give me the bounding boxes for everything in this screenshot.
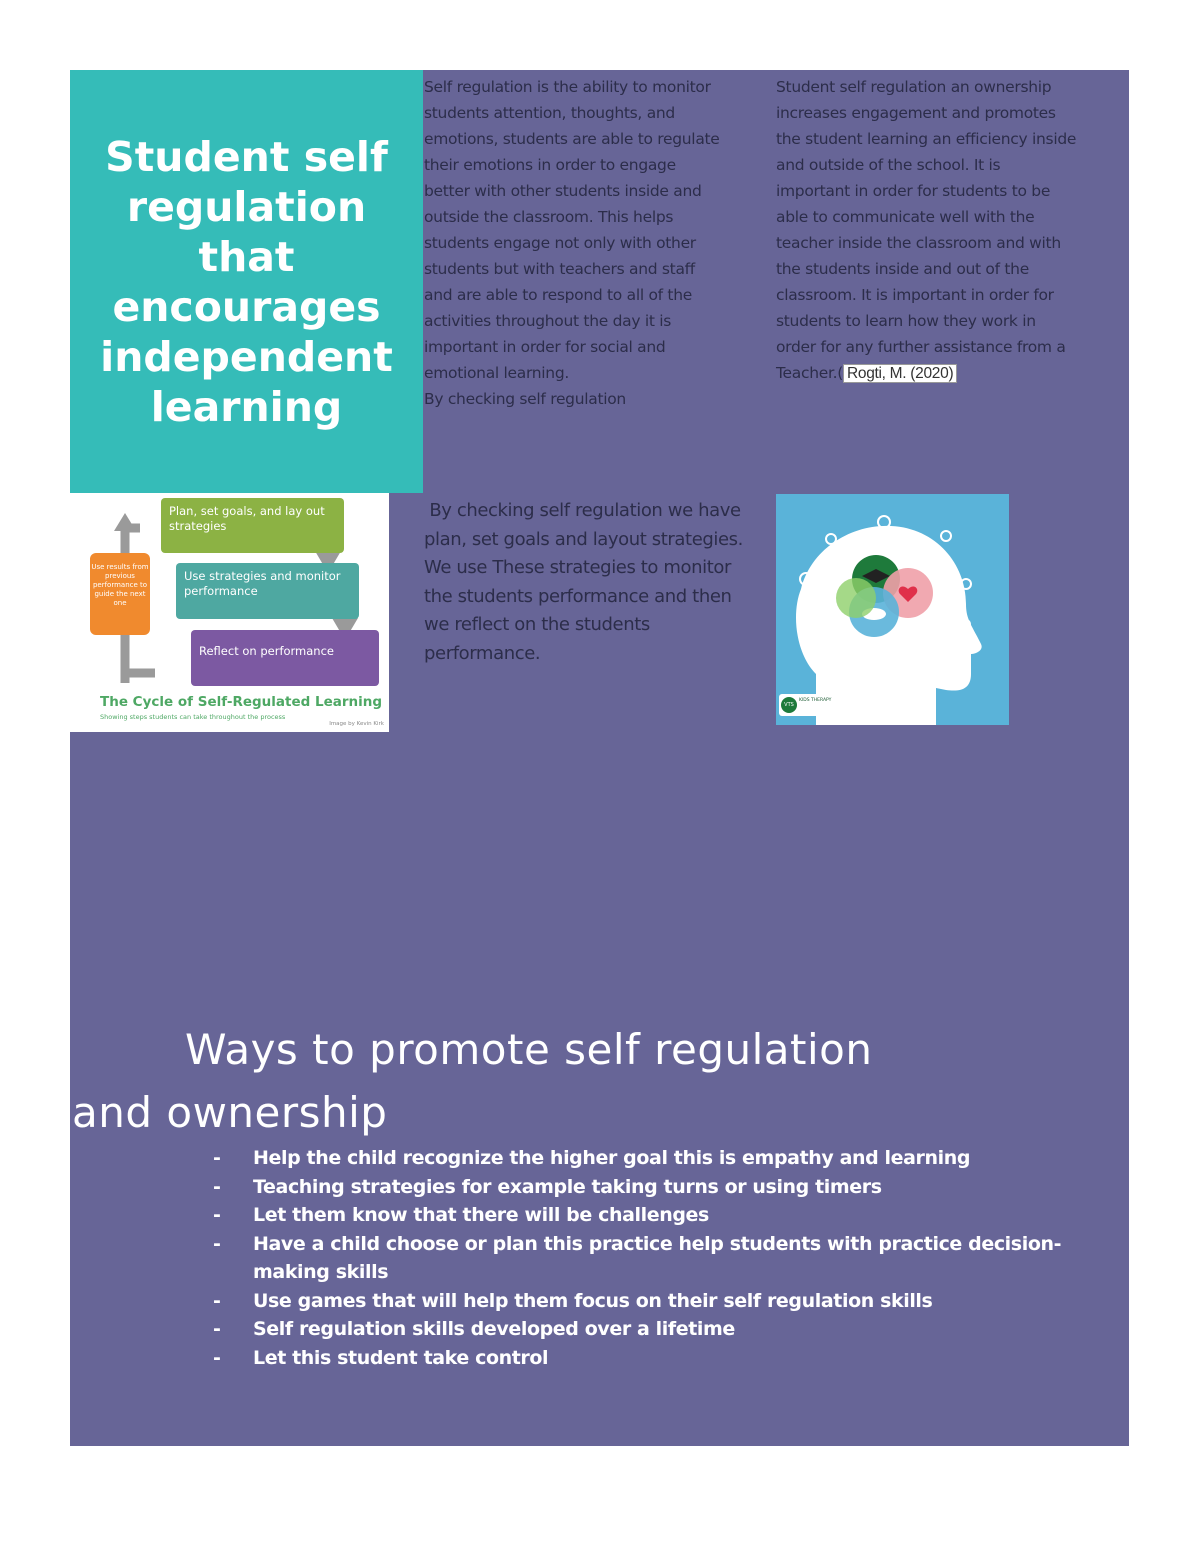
title-box	[70, 70, 423, 493]
child-head-icon	[776, 494, 1009, 725]
logo	[779, 694, 834, 716]
list-item-text: Let them know that there will be challenges	[253, 1204, 709, 1226]
bullet: -	[213, 1204, 221, 1226]
cycle-credit: Image by Kevin Kirk	[329, 721, 384, 727]
ways-heading-line1: Ways to promote self regulation	[185, 1025, 873, 1074]
bullet: -	[213, 1175, 221, 1198]
list-item-text: Teaching strategies for example taking turns or using timers	[253, 1175, 882, 1198]
list-item	[213, 1315, 1113, 1344]
bullet: -	[213, 1289, 221, 1312]
cycle-diagram-image	[70, 493, 389, 732]
list-item-text: Help the child recognize the higher goal this is empathy and learning	[253, 1147, 971, 1169]
intro-column-right-text: Student self regulation an ownership increases engagement and promotes the student learning an efficiency inside and outside of the school. It is important in order for students to be able to communicate well with the teacher inside the classroom and with the students inside and out of the classroom. It is important in order for students to learn how they work in order for any further assistance from a Teacher.(	[776, 78, 1077, 382]
logo-text: KIDS THERAPY	[799, 698, 832, 703]
list-item	[213, 1344, 1113, 1373]
bullet: -	[213, 1147, 221, 1169]
list-item	[213, 1173, 1113, 1202]
ways-list	[213, 1144, 1113, 1372]
up-arrow-icon	[114, 513, 136, 531]
intro-column-left: Self regulation is the ability to monitor students attention, thoughts, and emotions, students are able to regulate their emotions in order to engage better with other students inside and outside the classroom. This helps students engage not only with other students but with teachers and staff and are able to respond to all of the activities throughout the day it is important in order for social and emotional learning. By checking self regulation	[424, 78, 720, 408]
logo-badge: VTS	[781, 697, 797, 713]
head-illustration-image	[776, 494, 1009, 725]
middle-text: By checking self regulation we have plan, set goals and layout strategies. We use These strategies to monitor the students performance and then we reflect on the students performance.	[424, 500, 743, 664]
flower-icon	[836, 578, 876, 618]
page-title: Student self regulation that encourages independent learning	[100, 132, 393, 431]
cycle-subtitle: Showing steps students can take throughout the process	[100, 713, 286, 721]
list-item-text: Have a child choose or plan this practice help students with practice decision-making skills	[253, 1232, 1062, 1283]
intro-column-right	[776, 74, 1128, 387]
list-item	[213, 1201, 1113, 1230]
cycle-title: The Cycle of Self-Regulated Learning	[100, 694, 383, 710]
list-item	[213, 1144, 1113, 1173]
list-item	[213, 1287, 1113, 1316]
bullet: -	[213, 1346, 221, 1369]
ways-heading-line2: and ownership	[72, 1088, 388, 1137]
citation: Rogti, M. (2020)	[843, 364, 957, 383]
cycle-side-note: Use results from previous performance to guide the next one	[90, 553, 150, 635]
cycle-step-reflect: Reflect on performance	[191, 630, 379, 686]
list-item-text: Use games that will help them focus on their self regulation skills	[253, 1289, 933, 1312]
cycle-step-plan: Plan, set goals, and lay out strategies	[161, 498, 344, 553]
list-item-text: Self regulation skills developed over a lifetime	[253, 1318, 735, 1340]
list-item	[213, 1230, 1113, 1287]
bullet: -	[213, 1232, 221, 1255]
bullet: -	[213, 1318, 221, 1340]
list-item-text: Let this student take control	[253, 1346, 549, 1369]
cycle-step-monitor: Use strategies and monitor performance	[176, 563, 359, 619]
